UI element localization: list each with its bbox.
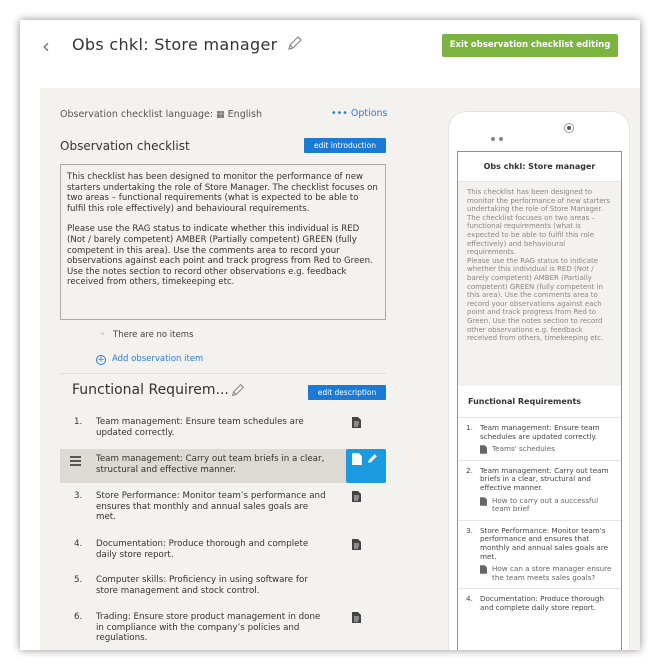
- document-icon[interactable]: [352, 453, 362, 465]
- edit-introduction-button[interactable]: edit introduction: [304, 138, 386, 153]
- preview-note-text: How can a store manager ensure the team meets sales goals?: [492, 564, 612, 582]
- functional-section-title: Functional Requirem...: [72, 382, 229, 398]
- preview-divider: [458, 588, 621, 589]
- preview-note: [480, 445, 615, 454]
- options-label: Options: [350, 108, 388, 119]
- edit-title-pencil-icon[interactable]: [286, 34, 304, 52]
- editor-content: [40, 88, 640, 650]
- document-icon: [480, 565, 487, 574]
- preview-divider: [458, 520, 621, 521]
- preview-item-text: Documentation: Produce thorough and complete daily store report.: [480, 594, 604, 612]
- preview-item: [466, 424, 615, 454]
- preview-section-title: Functional Requirements: [458, 386, 621, 418]
- preview-note: [480, 497, 615, 514]
- preview-item: [466, 467, 615, 514]
- add-circle-icon: +: [97, 355, 105, 365]
- add-item-label: Add observation item: [112, 354, 204, 364]
- preview-note-text: How to carry out a successful team brief: [492, 495, 599, 514]
- item-text: Trading: Ensure store product management in done in compliance with the company’s policies and regulations.: [96, 612, 321, 644]
- preview-item-text: Team management: Carry out team briefs in a clear, structural and effective manner.: [480, 465, 609, 492]
- checklist-section-title: Observation checklist: [60, 139, 190, 153]
- item-text: Store Performance: Monitor team’s performance and ensures that monthly and annual sales goals are met.: [96, 491, 326, 523]
- intro-paragraph: This checklist has been designed to monitor the performance of new starters undertaking the role of Store Manager. The checklist focuses on two areas – functional requirements (what is expected to be able to fulfil this role effectively) and behavioural requirements.: [67, 172, 378, 214]
- intro-paragraph: Please use the RAG status to indicate whether this individual is RED (Not / barely competent) AMBER (Partially competent) GREEN (fully competent in this area). Use the comments area to record your observations against each point and track progress from Red to Green. Use the notes section to record other observations e.g. feedback received from others, timekeeping etc.: [67, 224, 373, 288]
- item-number: 1.: [74, 417, 83, 427]
- preview-item-number: 1.: [466, 423, 473, 432]
- preview-item-number: 2.: [466, 465, 473, 475]
- item-text: Computer skills: Proficiency in using software for store management and stock control.: [96, 575, 308, 596]
- document-icon[interactable]: [352, 491, 361, 502]
- edit-pencil-icon[interactable]: [366, 452, 379, 465]
- preview-item-list: [458, 418, 621, 613]
- section-divider: [60, 373, 386, 374]
- language-flag-icon: ▦: [216, 110, 225, 120]
- options-menu[interactable]: [331, 108, 388, 119]
- item-action-buttons[interactable]: [346, 449, 386, 483]
- preview-item-number: 3.: [466, 525, 473, 535]
- checklist-item-selected[interactable]: [60, 449, 386, 483]
- preview-title: Obs chkl: Store manager: [458, 152, 621, 182]
- preview-item-number: 4.: [466, 594, 473, 604]
- document-icon[interactable]: [352, 417, 361, 428]
- item-number: 6.: [74, 612, 83, 622]
- document-icon[interactable]: [352, 539, 361, 550]
- exit-editing-button[interactable]: Exit observation checklist editing: [442, 34, 618, 57]
- language-row: [60, 109, 262, 120]
- language-value[interactable]: English: [227, 109, 262, 120]
- phone-speaker-icon: [491, 126, 507, 145]
- add-observation-item-link[interactable]: [96, 354, 203, 365]
- document-icon: [480, 445, 487, 454]
- mobile-preview: [448, 111, 630, 650]
- preview-intro: This checklist has been designed to monitor the performance of new starters undertaking the role of Store Manager. The checklist focuses on two areas – functional requirements (what is expected to be able to fulfil this role effectively) and behavioural requirements. Please use the RAG status to indicate whether this individual is RED (Not / barely competent) AMBER (Partially competent) GREEN (fully competent in this area). Use the comments area to record your observations against each point and track progress from Red to Green. Use the notes section to record other observations e.g. feedback received from others, timekeeping etc.: [458, 182, 621, 386]
- item-number: 5.: [74, 575, 83, 585]
- item-number: 4.: [74, 539, 83, 549]
- options-dots-icon: •••: [331, 108, 348, 119]
- edit-section-pencil-icon[interactable]: [230, 382, 246, 398]
- document-icon: [480, 497, 487, 506]
- phone-camera-icon: [564, 123, 574, 133]
- item-text: Team management: Carry out team briefs in a clear, structural and effective manner.: [96, 454, 325, 475]
- preview-item-text: Team management: Ensure team schedules are updated correctly.: [480, 423, 600, 441]
- document-icon[interactable]: [352, 612, 361, 623]
- preview-item-text: Store Performance: Monitor team's performance and ensures that monthly and annual sales goals are met.: [480, 525, 609, 561]
- drag-handle-icon[interactable]: [70, 456, 81, 468]
- introduction-text-box[interactable]: [60, 164, 386, 320]
- language-label: Observation checklist language:: [60, 109, 214, 120]
- header-bar: [20, 20, 640, 82]
- no-items-message: ◦ There are no items: [100, 330, 193, 340]
- item-number: 3.: [74, 491, 83, 501]
- preview-item: [466, 595, 615, 612]
- preview-item: [466, 527, 615, 583]
- item-text: Team management: Ensure team schedules are updated correctly.: [96, 417, 304, 438]
- app-window: [20, 20, 640, 650]
- phone-top-bezel: [449, 112, 630, 148]
- preview-note-text: Teams' schedules: [492, 444, 555, 454]
- back-chevron-icon[interactable]: ‹: [42, 34, 50, 58]
- preview-screen: [457, 151, 622, 650]
- preview-divider: [458, 460, 621, 461]
- edit-description-button[interactable]: edit description: [308, 385, 386, 400]
- checklist-editor-panel: [40, 88, 410, 650]
- preview-note: [480, 565, 615, 582]
- item-text: Documentation: Produce thorough and complete daily store report.: [96, 539, 309, 560]
- page-title: Obs chkl: Store manager: [72, 35, 278, 54]
